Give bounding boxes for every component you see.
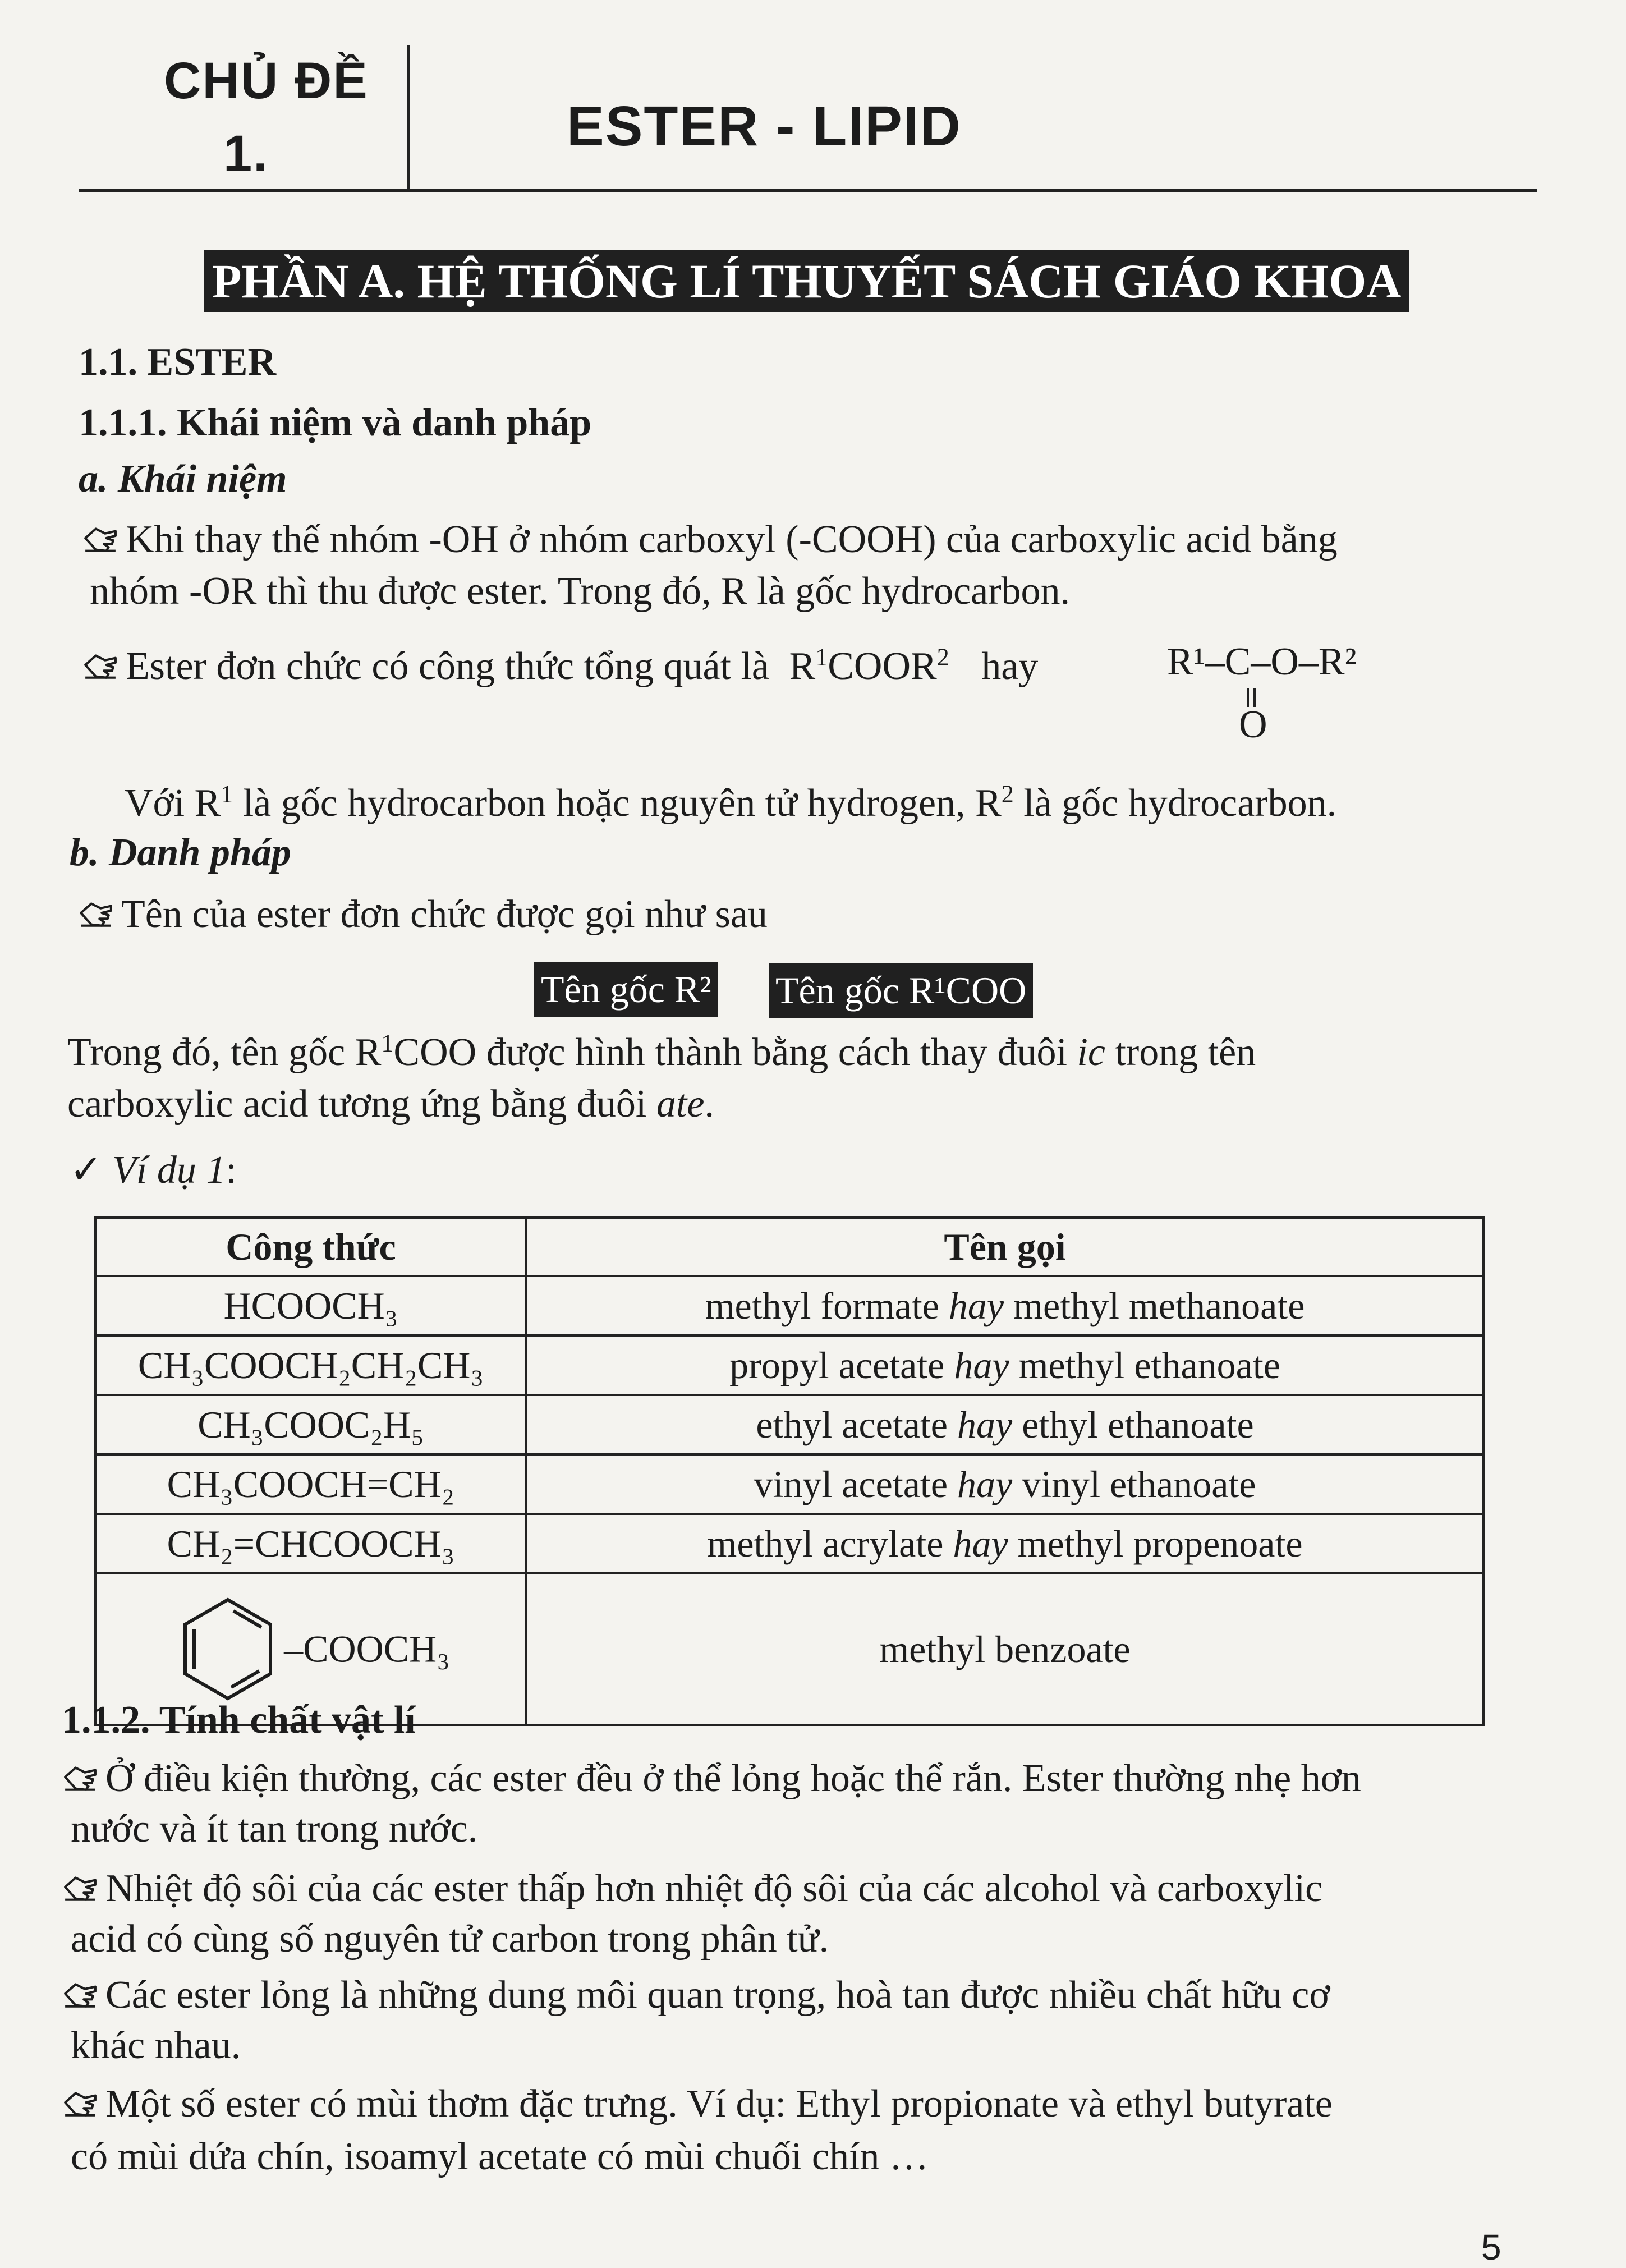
section-1-1-1: 1.1.1. Khái niệm và danh pháp [79, 401, 592, 444]
subsection-b: b. Danh pháp [70, 831, 291, 874]
para-definition-l1 [83, 516, 1338, 563]
name-primary: propyl acetate [729, 1343, 945, 1386]
para-general-formula [83, 643, 1038, 690]
checkmark-icon: ✓ [70, 1149, 103, 1192]
p3-pre: Với R [125, 782, 221, 825]
formula-cell: CH₃COOCH₂CH₂CH₃ [95, 1335, 526, 1395]
chapter-number: 1. [223, 125, 269, 182]
name-primary: methyl acrylate [707, 1522, 944, 1565]
name-cell [526, 1514, 1483, 1573]
name-cell [526, 1454, 1483, 1514]
pen-hand-icon [63, 1870, 98, 1904]
formula-sup1: 1 [815, 643, 828, 671]
name-cell: methyl benzoate [526, 1573, 1483, 1725]
table-row [95, 1514, 1483, 1573]
section-1-1-2: 1.1.2. Tính chất vật lí [62, 1698, 416, 1742]
name-hay: hay [948, 1284, 1004, 1327]
chip-r2-name: Tên gốc R² [534, 962, 718, 1017]
para-definition-l2: nhóm -OR thì thu được ester. Trong đó, R là gốc hydrocarbon. [90, 570, 1071, 613]
pen-hand-icon [63, 2085, 98, 2120]
formula-intro: Ester đơn chức có công thức tổng quát là [126, 645, 770, 688]
physical-prop-4-l2: có mùi dứa chín, isoamyl acetate có mùi chuối chín … [71, 2135, 929, 2178]
para-naming-text: Tên của ester đơn chức được gọi như sau [121, 893, 768, 936]
p3-post: là gốc hydrocarbon. [1013, 782, 1337, 825]
physical-prop-2-l1 [63, 1865, 1322, 1912]
structure-top: R¹–C–O–R² [1167, 640, 1357, 683]
header-name: Tên gọi [526, 1218, 1483, 1276]
p5-sup: 1 [381, 1029, 394, 1057]
name-hay: hay [957, 1403, 1013, 1446]
name-cell [526, 1395, 1483, 1454]
formula-cell: CH₃COOCH=CH₂ [95, 1454, 526, 1514]
physical-prop-1-text: Ở điều kiện thường, các ester đều ở thể lỏng hoặc thể rắn. Ester thường nhẹ hơn [105, 1757, 1361, 1800]
physical-prop-4-l1 [63, 2081, 1333, 2128]
formula-cell: CH₂=CHCOOCH₃ [95, 1514, 526, 1573]
physical-prop-1-l1 [63, 1755, 1361, 1802]
formula-coor: COOR [828, 645, 937, 688]
structure-bottom: O [1239, 703, 1267, 746]
formula-cell: CH₃COOC₂H₅ [95, 1395, 526, 1454]
example-1-text: Ví dụ 1 [112, 1149, 226, 1192]
para-suffix-l2 [67, 1081, 714, 1128]
subsection-a: a. Khái niệm [79, 457, 287, 501]
para-definition-text: Khi thay thế nhóm -OH ở nhóm carboxyl (-COOH) của carboxylic acid bằng [126, 518, 1338, 561]
name-cell [526, 1276, 1483, 1335]
p5-part1 [67, 1029, 1256, 1076]
p5-ate: ate [656, 1082, 705, 1126]
p5-l2-post: . [704, 1082, 714, 1126]
chapter-label: CHỦ ĐỀ [164, 52, 369, 109]
chapter-title: ESTER - LIPID [567, 95, 962, 158]
p3-sup1: 1 [221, 780, 233, 808]
table-header-row [95, 1218, 1483, 1276]
formula-sup2: 2 [936, 643, 949, 671]
name-alt: methyl methanoate [1013, 1284, 1305, 1327]
page-number: 5 [1481, 2227, 1501, 2267]
p5-post: trong tên [1105, 1031, 1256, 1074]
name-cell [526, 1335, 1483, 1395]
para-r-definition [125, 780, 1336, 827]
pen-hand-icon [83, 521, 118, 555]
name-alt: methyl propenoate [1017, 1522, 1303, 1565]
name-alt: vinyl ethanoate [1022, 1462, 1256, 1505]
ester-naming-table [94, 1216, 1485, 1726]
pen-hand-icon [63, 1976, 98, 2011]
table-row [95, 1276, 1483, 1335]
p5-l2-pre: carboxylic acid tương ứng bằng đuôi [67, 1082, 656, 1126]
name-alt: methyl ethanoate [1018, 1343, 1280, 1386]
physical-prop-1-l2: nước và ít tan trong nước. [71, 1807, 478, 1851]
table-row [95, 1335, 1483, 1395]
p3-mid: là gốc hydrocarbon hoặc nguyên tử hydrogen, R [233, 782, 1002, 825]
name-primary: methyl formate [705, 1284, 939, 1327]
p5-ic: ic [1077, 1031, 1105, 1074]
physical-prop-4-text: Một số ester có mùi thơm đặc trưng. Ví dụ: Ethyl propionate và ethyl butyrate [105, 2082, 1333, 2125]
benzoate-suffix: –COOCH₃ [284, 1627, 450, 1670]
header-rule [79, 189, 1537, 192]
name-alt: ethyl ethanoate [1022, 1403, 1254, 1446]
part-a-banner: PHẦN A. HỆ THỐNG LÍ THUYẾT SÁCH GIÁO KHOA [204, 250, 1409, 312]
formula-r: R [789, 645, 816, 688]
name-primary: vinyl acetate [754, 1462, 948, 1505]
table-row [95, 1454, 1483, 1514]
physical-prop-2-l2: acid có cùng số nguyên tử carbon trong phân tử. [71, 1917, 829, 1961]
physical-prop-2-text: Nhiệt độ sôi của các ester thấp hơn nhiệt độ sôi của các alcohol và carboxylic [105, 1867, 1323, 1910]
name-primary: ethyl acetate [756, 1403, 948, 1446]
p5-pre: Trong đó, tên gốc R [67, 1031, 382, 1074]
formula-hay: hay [981, 645, 1039, 688]
p5-mid: COO được hình thành bằng cách thay đuôi [393, 1031, 1077, 1074]
p3-sup2: 2 [1001, 780, 1014, 808]
example-1-label: ✓ Ví dụ 1: [70, 1149, 237, 1192]
header-divider [407, 45, 410, 190]
name-hay: hay [954, 1343, 1009, 1386]
formula-cell: HCOOCH₃ [95, 1276, 526, 1335]
pen-hand-icon [83, 648, 118, 682]
table-row [95, 1395, 1483, 1454]
section-1-1: 1.1. ESTER [79, 341, 277, 384]
name-hay: hay [957, 1462, 1013, 1505]
physical-prop-3-l1 [63, 1972, 1330, 2019]
benzene-ring-icon [172, 1593, 284, 1705]
physical-prop-3-l2: khác nhau. [71, 2024, 241, 2067]
physical-prop-3-text: Các ester lỏng là những dung môi quan trọng, hoà tan được nhiều chất hữu cơ [105, 1973, 1330, 2017]
pen-hand-icon [79, 896, 113, 930]
para-suffix-l1 [67, 1029, 1533, 1076]
para-naming [79, 891, 768, 938]
header-formula: Công thức [95, 1218, 526, 1276]
chip-r1coo-name: Tên gốc R¹COO [769, 963, 1033, 1018]
name-hay: hay [953, 1522, 1008, 1565]
pen-hand-icon [63, 1760, 98, 1794]
